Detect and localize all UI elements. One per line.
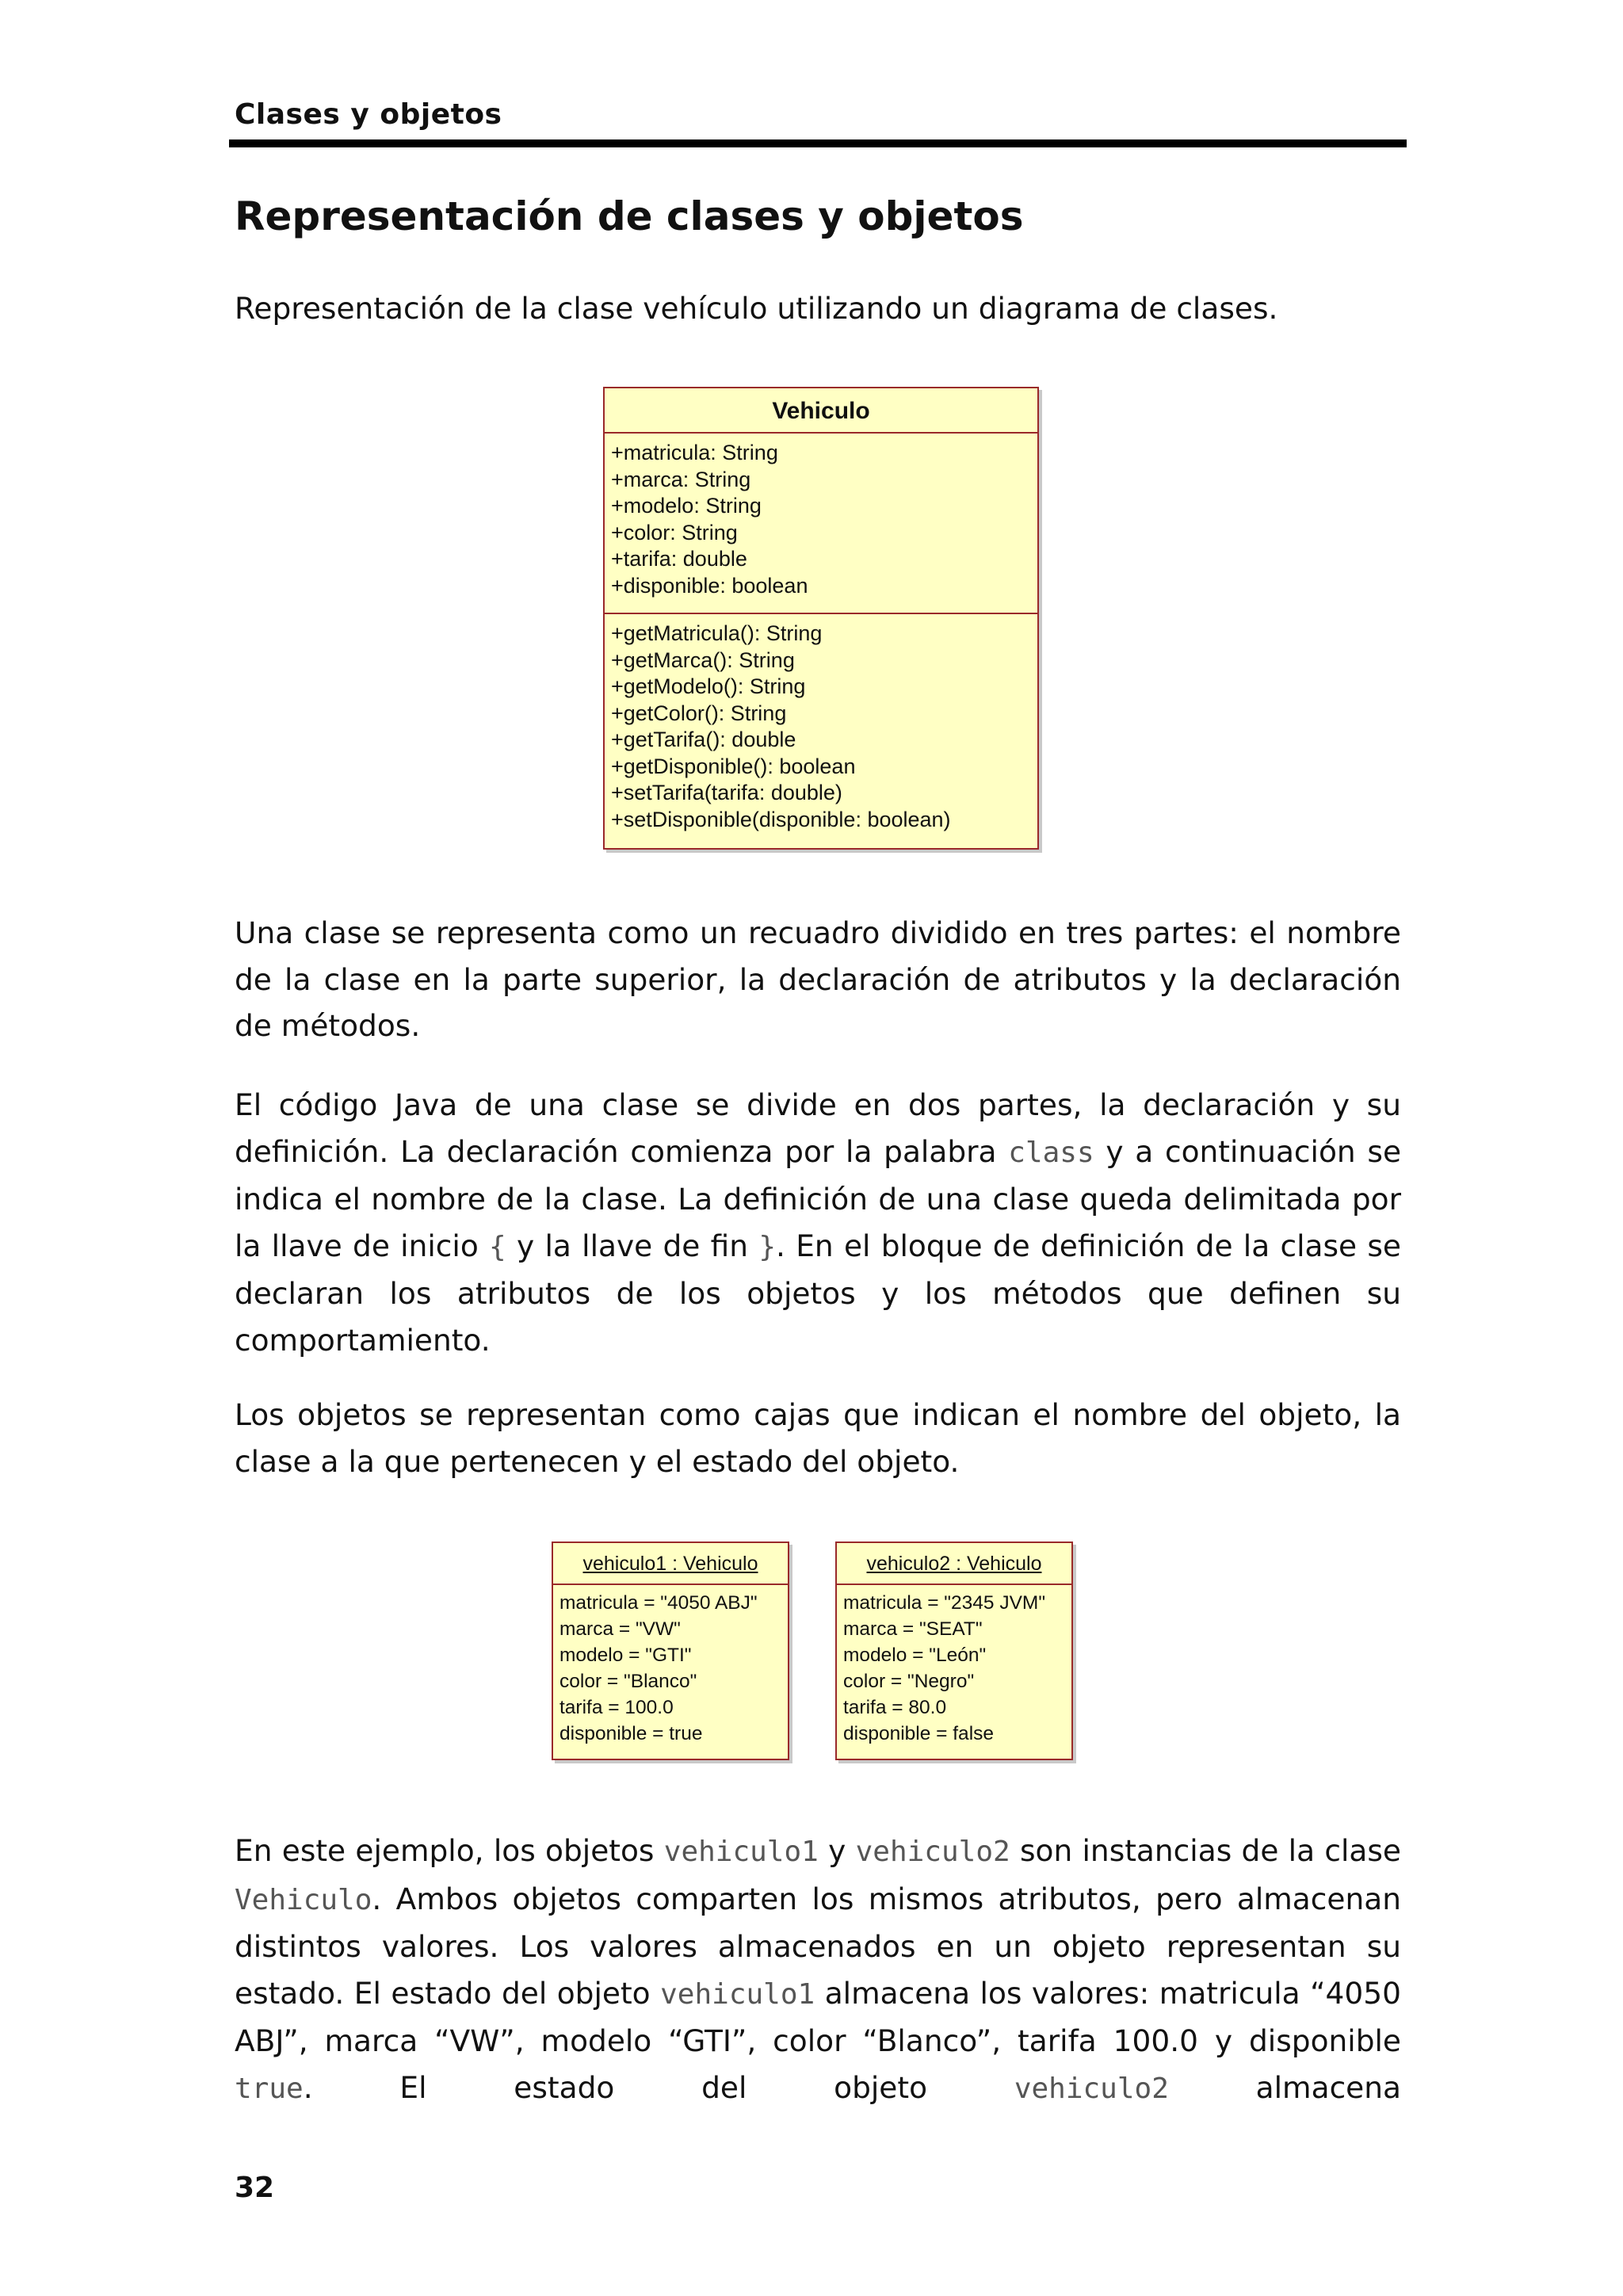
class-attributes xyxy=(605,434,1037,613)
slot-line: marca = "VW" xyxy=(559,1618,681,1640)
paragraph-instances xyxy=(235,1828,1401,2112)
object-slots xyxy=(553,1585,788,1747)
text-run: almacena los valores: matricula “4050 ABJ”, marca “VW”, modelo “GTI”, color “Blanco”, tarifa 100.0 y disponible xyxy=(235,1975,1401,2058)
slot-line: color = "Blanco" xyxy=(559,1671,697,1692)
attribute-line: +disponible: boolean xyxy=(611,573,808,598)
section-title: Representación de clases y objetos xyxy=(235,193,1024,239)
code-vehiculo1: vehiculo1 xyxy=(663,1836,819,1868)
code-vehiculo2: vehiculo2 xyxy=(1014,2072,1169,2105)
method-line: +getMatricula(): String xyxy=(611,621,823,645)
code-open-brace: { xyxy=(489,1230,506,1263)
slot-line: matricula = "4050 ABJ" xyxy=(559,1592,758,1614)
code-vehiculo1: vehiculo1 xyxy=(660,1977,815,2011)
method-line: +getTarifa(): double xyxy=(611,728,796,751)
slot-line: disponible = true xyxy=(559,1723,703,1744)
text-run: . En el bloque de definición de la clase se declaran los atributos de los objetos y los métodos que definen su comportamiento. xyxy=(235,1228,1401,1358)
slot-line: tarifa = 100.0 xyxy=(559,1697,674,1718)
attribute-line: +tarifa: double xyxy=(611,547,747,571)
paragraph-objects: Los objetos se representan como cajas que indican el nombre del objeto, la clase a la que pertenecen y el estado del objeto. xyxy=(235,1397,1401,1479)
slot-line: marca = "SEAT" xyxy=(843,1618,983,1640)
running-header: Clases y objetos xyxy=(235,98,502,131)
paragraph-class-representation: Una clase se representa como un recuadro dividido en tres partes: el nombre de la clase en la parte superior, la declaración de atributos y la declaración de métodos. xyxy=(235,915,1401,1043)
slot-line: matricula = "2345 JVM" xyxy=(843,1592,1046,1614)
attribute-line: +matricula: String xyxy=(611,441,778,464)
method-line: +setDisponible(disponible: boolean) xyxy=(611,807,951,831)
code-vehiculo-class: Vehiculo xyxy=(235,1883,372,1916)
object-title: vehiculo1 : Vehiculo xyxy=(553,1543,788,1585)
slot-line: modelo = "León" xyxy=(843,1645,987,1666)
vehiculo1-object-diagram xyxy=(552,1541,789,1760)
code-vehiculo2: vehiculo2 xyxy=(855,1836,1010,1868)
slot-line: tarifa = 80.0 xyxy=(843,1697,947,1718)
code-true: true xyxy=(235,2072,304,2105)
text-run: y a continuación se indica el nombre de la clase. La definición de una clase queda delimitada por la llave de inicio xyxy=(235,1133,1402,1263)
attribute-line: +marca: String xyxy=(611,467,751,491)
slot-line: color = "Negro" xyxy=(843,1671,975,1692)
class-methods xyxy=(605,613,1037,833)
text-run: almacena xyxy=(1168,2069,1402,2105)
slot-line: disponible = false xyxy=(843,1723,995,1744)
method-line: +getDisponible(): boolean xyxy=(611,754,856,778)
code-keyword-class: class xyxy=(1008,1136,1094,1169)
text-run: . Ambos objetos comparten los mismos atributos, pero almacenan distintos valores. Los valores almacenados en un objeto representan su estado. El estado del objeto xyxy=(235,1881,1401,2011)
method-line: +getMarca(): String xyxy=(611,648,795,672)
vehiculo-class-diagram xyxy=(603,387,1039,850)
text-run: En este ejemplo, los objetos xyxy=(235,1833,664,1868)
text-run: El código Java de una clase se divide en dos partes, la declaración y su definición. La declaración comienza por la palabra xyxy=(235,1087,1401,1169)
method-line: +getColor(): String xyxy=(611,701,787,725)
object-title: vehiculo2 : Vehiculo xyxy=(837,1543,1071,1585)
method-line: +setTarifa(tarifa: double) xyxy=(611,781,842,804)
header-rule xyxy=(229,139,1407,147)
text-run: y xyxy=(818,1833,856,1868)
paragraph-java-code xyxy=(235,1082,1401,1363)
text-run: . El estado del objeto xyxy=(303,2069,1014,2105)
class-name: Vehiculo xyxy=(605,388,1037,434)
text-run: y la llave de fin xyxy=(506,1228,759,1263)
intro-paragraph: Representación de la clase vehículo utilizando un diagrama de clases. xyxy=(235,291,1278,326)
slot-line: modelo = "GTI" xyxy=(559,1645,692,1666)
method-line: +getModelo(): String xyxy=(611,674,806,698)
page-number: 32 xyxy=(235,2172,275,2204)
object-slots xyxy=(837,1585,1071,1747)
attribute-line: +modelo: String xyxy=(611,494,762,518)
vehiculo2-object-diagram xyxy=(835,1541,1073,1760)
text-run: son instancias de la clase xyxy=(1010,1833,1401,1868)
attribute-line: +color: String xyxy=(611,520,738,544)
code-close-brace: } xyxy=(758,1230,777,1263)
